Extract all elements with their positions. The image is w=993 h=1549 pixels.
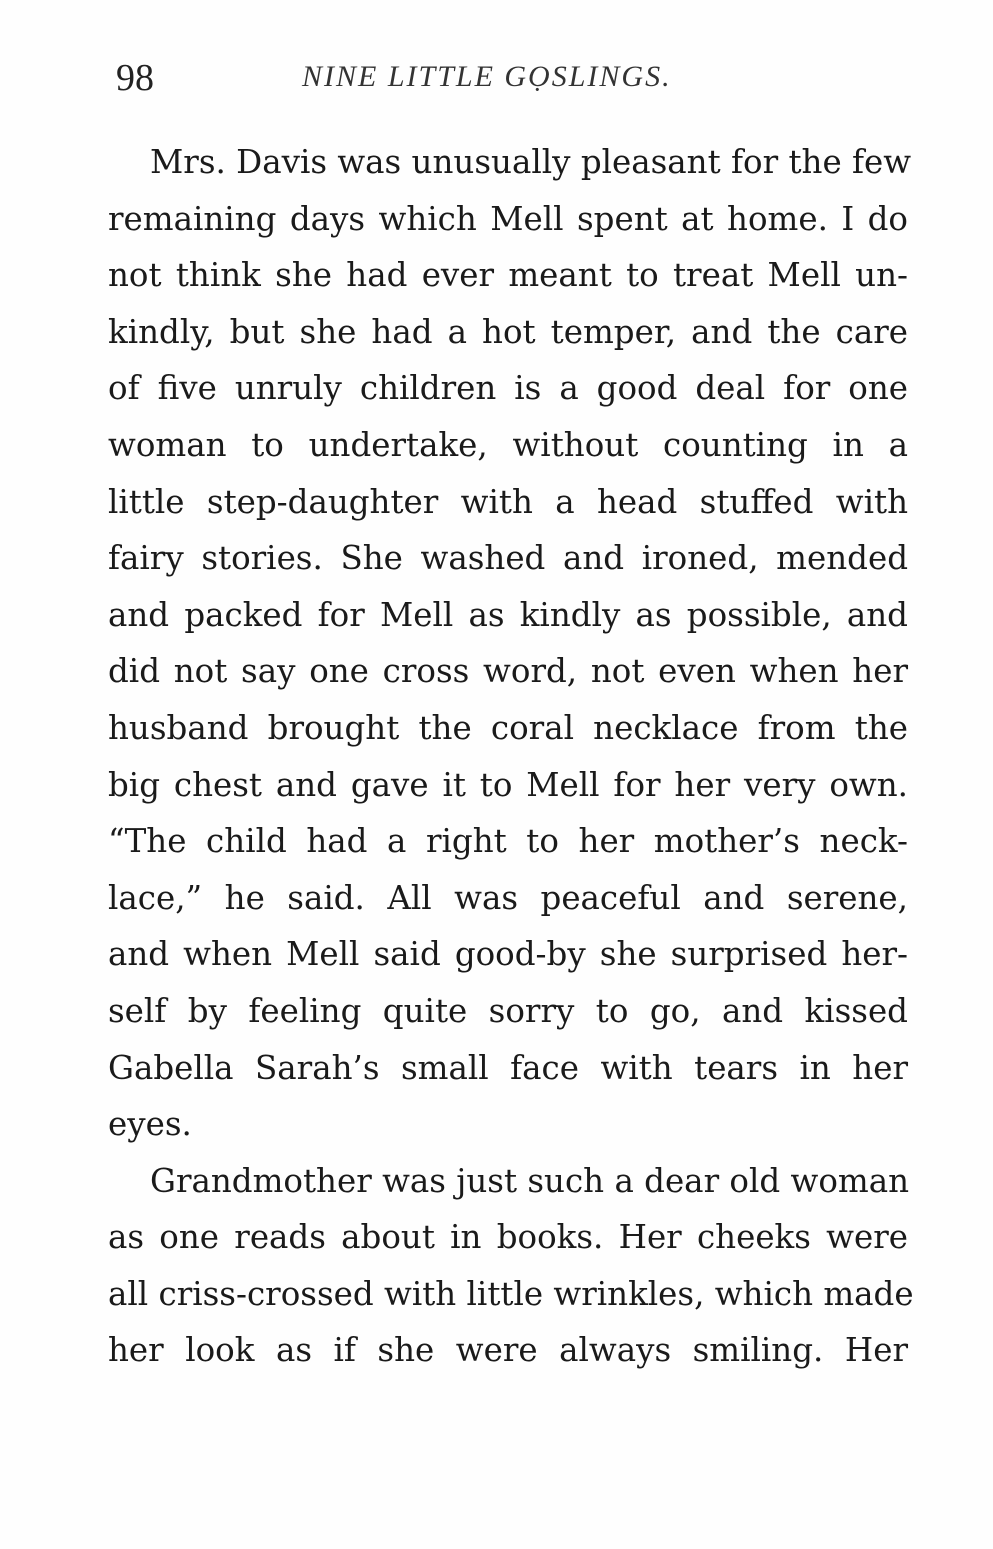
text-line: her look as if she were always smiling. Her [108,1331,908,1370]
text-line: all criss-crossed with little wrinkles, which made [108,1274,914,1313]
text-line: and when Mell said good-by she surprised her- [108,935,908,974]
text-line: eyes. [108,1105,192,1144]
text-line: Gabella Sarah’s small face with tears in her [108,1048,908,1087]
text-line: as one reads about in books. Her cheeks were [108,1218,908,1257]
text-line: fairy stories. She washed and ironed, mended [108,539,908,578]
text-line: kindly, but she had a hot temper, and the care [108,312,908,351]
text-line: “The child had a right to her mother’s neck- [108,822,908,861]
page-number: 98 [116,57,154,99]
paragraph [108,134,912,1153]
text-line: lace,” he said. All was peaceful and serene, [108,878,908,917]
text-line: self by feeling quite sorry to go, and kissed [108,991,908,1030]
text-line: woman to undertake, without counting in a [108,425,908,464]
text-line: and packed for Mell as kindly as possible, and [108,595,908,634]
text-line: Grandmother was just such a dear old woman [150,1161,910,1200]
text-line: not think she had ever meant to treat Mell un- [108,256,908,295]
text-line: of five unruly children is a good deal for one [108,369,908,408]
text-line: did not say one cross word, not even when her [108,652,908,691]
paragraph [108,1153,914,1379]
body-text [108,134,914,1379]
text-line: Mrs. Davis was unusually pleasant for the few [150,143,912,181]
text-line: remaining days which Mell spent at home. I do [108,199,908,238]
text-line: little step-daughter with a head stuffed with [108,482,908,521]
running-head [112,56,912,100]
text-line: husband brought the coral necklace from the [108,708,908,747]
text-line: big chest and gave it to Mell for her very own. [108,765,908,804]
running-title: NINE LITTLE GỌSLINGS. [302,60,672,93]
